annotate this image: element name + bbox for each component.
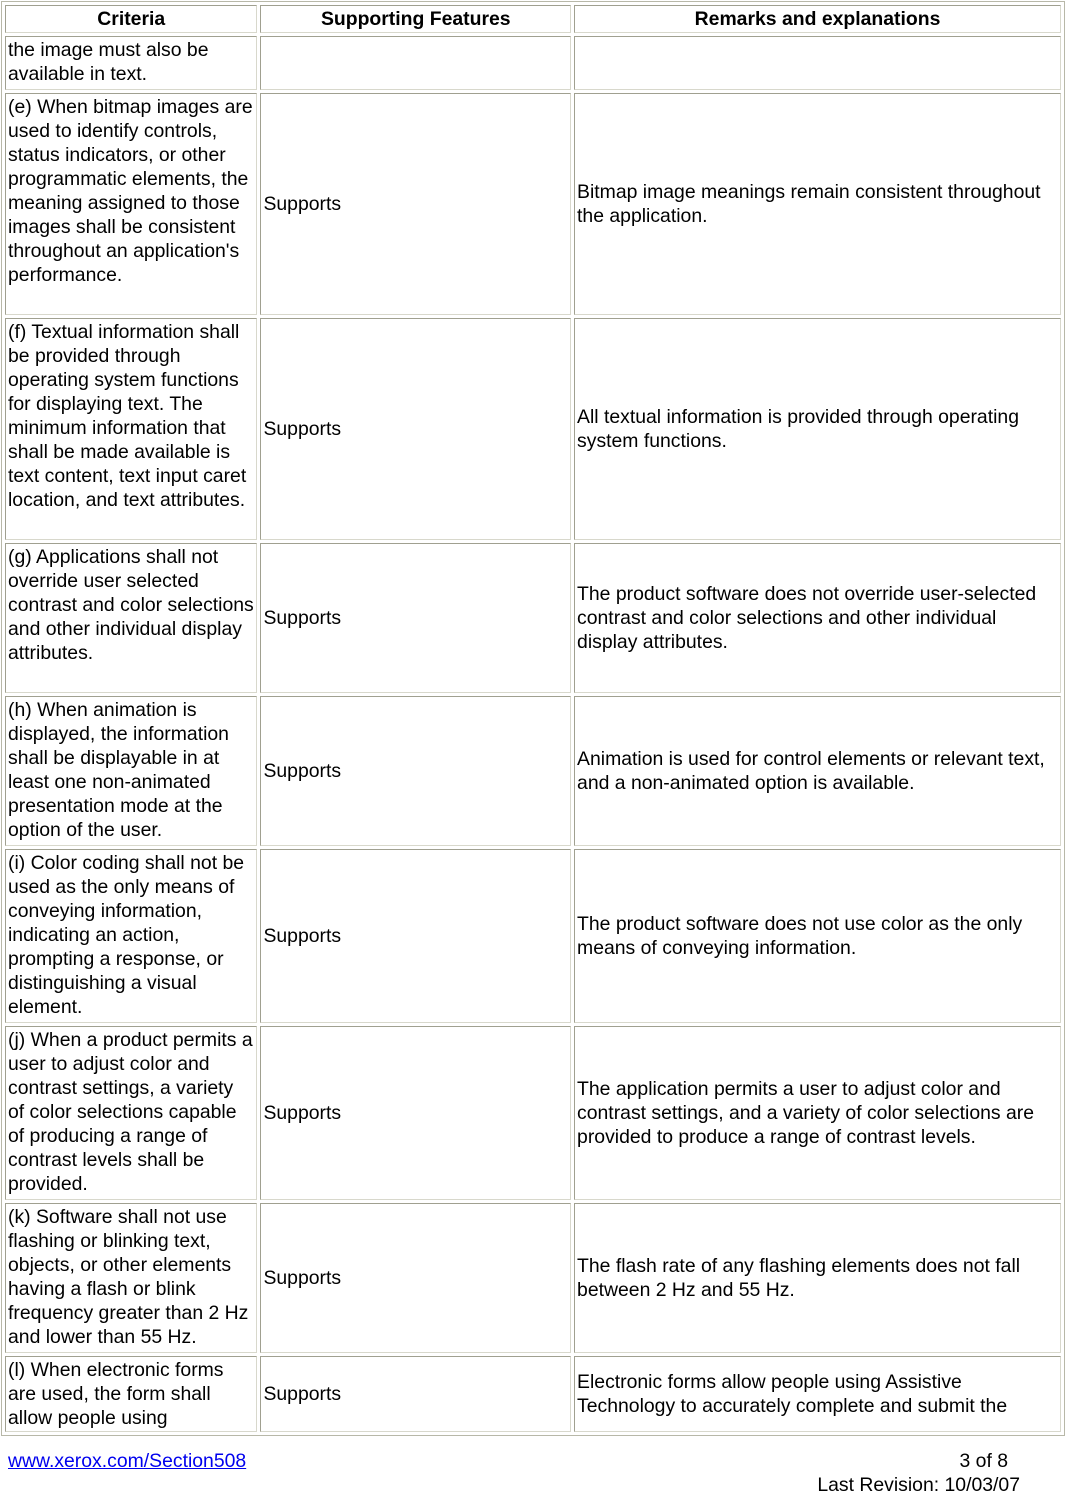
table-row [5, 1026, 1061, 1200]
table-header-row [5, 5, 1061, 33]
page-number: 3 of 8 [959, 1450, 1008, 1472]
criteria-cell: (i) Color coding shall not be used as the only means of conveying information, indicating an action, prompting a response, or distinguishing a visual element. [5, 849, 257, 1023]
support-cell: Supports [260, 696, 571, 846]
support-cell: Supports [260, 543, 571, 693]
table-row [5, 849, 1061, 1023]
support-cell [260, 36, 571, 90]
remarks-cell: The product software does not override user-selected contrast and color selections and other individual display attributes. [574, 543, 1061, 693]
criteria-cell: (f) Textual information shall be provided through operating system functions for displaying text. The minimum information that shall be made available is text content, text input caret location, and text attributes. [5, 318, 257, 540]
table-row [5, 1203, 1061, 1353]
header-remarks: Remarks and explanations [574, 5, 1061, 33]
table-row [5, 1356, 1061, 1432]
criteria-cell: (j) When a product permits a user to adjust color and contrast settings, a variety of color selections capable of producing a range of contrast levels shall be provided. [5, 1026, 257, 1200]
remarks-cell: Animation is used for control elements or relevant text, and a non-animated option is available. [574, 696, 1061, 846]
table-row [5, 93, 1061, 315]
support-cell: Supports [260, 1356, 571, 1432]
section508-table-container [1, 1, 1065, 1436]
remarks-cell: The product software does not use color as the only means of conveying information. [574, 849, 1061, 1023]
section508-link[interactable]: www.xerox.com/Section508 [8, 1450, 247, 1472]
last-revision: Last Revision: 10/03/07 [817, 1474, 1020, 1496]
remarks-cell: Bitmap image meanings remain consistent throughout the application. [574, 93, 1061, 315]
table-row [5, 318, 1061, 540]
criteria-cell: (e) When bitmap images are used to identify controls, status indicators, or other programmatic elements, the meaning assigned to those images shall be consistent throughout an application's performance. [5, 93, 257, 315]
remarks-cell: Electronic forms allow people using Assistive Technology to accurately complete and submit the [574, 1356, 1061, 1432]
support-cell: Supports [260, 93, 571, 315]
remarks-cell: All textual information is provided through operating system functions. [574, 318, 1061, 540]
remarks-cell: The flash rate of any flashing elements does not fall between 2 Hz and 55 Hz. [574, 1203, 1061, 1353]
header-criteria: Criteria [5, 5, 257, 33]
support-cell: Supports [260, 1203, 571, 1353]
support-cell: Supports [260, 1026, 571, 1200]
support-cell: Supports [260, 849, 571, 1023]
criteria-cell: (l) When electronic forms are used, the form shall allow people using [5, 1356, 257, 1432]
criteria-cell: (k) Software shall not use flashing or blinking text, objects, or other elements having a flash or blink frequency greater than 2 Hz and lower than 55 Hz. [5, 1203, 257, 1353]
remarks-cell [574, 36, 1061, 90]
table-row [5, 696, 1061, 846]
header-supporting-features: Supporting Features [260, 5, 571, 33]
criteria-cell: (h) When animation is displayed, the information shall be displayable in at least one non-animated presentation mode at the option of the user. [5, 696, 257, 846]
section508-table [1, 1, 1065, 1436]
criteria-cell: the image must also be available in text. [5, 36, 257, 90]
table-row [5, 543, 1061, 693]
criteria-cell: (g) Applications shall not override user selected contrast and color selections and other individual display attributes. [5, 543, 257, 693]
remarks-cell: The application permits a user to adjust color and contrast settings, and a variety of color selections are provided to produce a range of contrast levels. [574, 1026, 1061, 1200]
support-cell: Supports [260, 318, 571, 540]
table-row [5, 36, 1061, 90]
